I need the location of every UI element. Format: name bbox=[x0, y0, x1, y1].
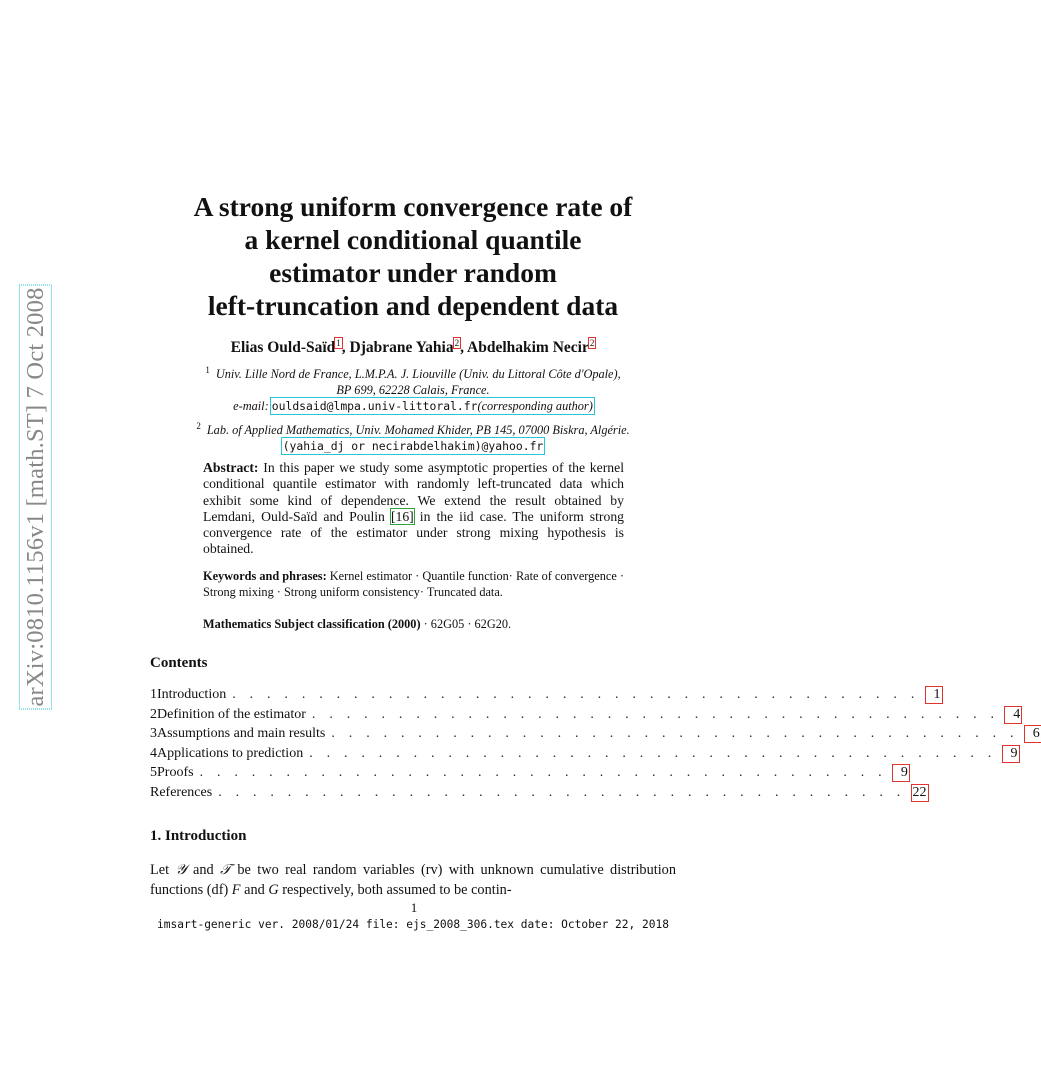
email-address: ouldsaid@lmpa.univ-littoral.fr bbox=[271, 399, 478, 414]
body-paragraph bbox=[150, 860, 676, 900]
math-var: G bbox=[268, 882, 279, 898]
msc-classification bbox=[203, 616, 624, 632]
affiliation-ref-link[interactable]: 1 bbox=[336, 338, 341, 348]
body-text: respectively, both assumed to be contin- bbox=[278, 882, 512, 898]
affiliation-line: BP 699, 62228 Calais, France. bbox=[336, 383, 490, 398]
toc-page-link[interactable]: 22 bbox=[912, 784, 927, 800]
body-text: be two real random variables (rv) with unknown cumulative distribution functions (df) bbox=[150, 862, 676, 898]
table-of-contents bbox=[150, 687, 1040, 805]
toc-page-link[interactable]: 9 bbox=[893, 765, 909, 781]
toc-title: Assumptions and main results bbox=[157, 726, 326, 742]
toc-page-link[interactable]: 9 bbox=[1003, 746, 1019, 762]
author-name: Abdelhakim Necir bbox=[467, 339, 589, 357]
toc-entry[interactable] bbox=[150, 687, 941, 707]
email-link[interactable] bbox=[272, 399, 593, 413]
toc-title: References bbox=[150, 784, 213, 800]
affiliation-number: 2 bbox=[196, 421, 201, 431]
toc-leader: . . . . . . . . . . . . . . . . . . . . . . . . . . . . . . . . . . . . . . . . bbox=[199, 765, 887, 781]
toc-page-link[interactable]: 1 bbox=[926, 687, 942, 703]
toc-number: 4 bbox=[150, 745, 157, 761]
section-heading: 1. Introduction bbox=[150, 828, 247, 844]
affiliation-line: Univ. Lille Nord de France, L.M.P.A. J. Liouville (Univ. du Littoral Côte d'Opale), bbox=[215, 367, 621, 382]
page-footer: imsart-generic ver. 2008/01/24 file: ejs_2008_306.tex date: October 22, 2018 bbox=[157, 918, 669, 931]
math-var: F bbox=[231, 882, 241, 898]
email-link[interactable]: (yahia_dj or necirabdelhakim)@yahoo.fr bbox=[282, 439, 544, 454]
toc-page-link[interactable]: 6 bbox=[1025, 726, 1041, 742]
toc-entry[interactable] bbox=[150, 706, 1021, 727]
abstract-label: Abstract: bbox=[203, 460, 259, 475]
page-number: 1 bbox=[410, 900, 418, 915]
affiliation-number: 1 bbox=[205, 365, 210, 375]
toc-number: 1 bbox=[150, 687, 157, 702]
title-line-4: left-truncation and dependent data bbox=[207, 290, 619, 321]
arxiv-id-link[interactable]: arXiv:0810.1156v1 [math.ST] 7 Oct 2008 bbox=[22, 287, 49, 707]
math-var: 𝒴 bbox=[175, 862, 187, 878]
keywords bbox=[203, 568, 624, 600]
toc-entry[interactable] bbox=[150, 765, 908, 785]
toc-number: 5 bbox=[150, 765, 157, 781]
email-label: e-mail: bbox=[233, 399, 269, 414]
title-line-3: estimator under random bbox=[269, 257, 557, 288]
author-name: Elias Ould-Saïd bbox=[230, 339, 336, 357]
toc-page-link[interactable]: 4 bbox=[1005, 707, 1021, 723]
keywords-label: Keywords and phrases: bbox=[203, 569, 327, 583]
toc-entry[interactable] bbox=[150, 745, 1018, 766]
paper-title bbox=[150, 190, 676, 322]
abstract-text: In this paper we study some asymptotic properties of the kernel conditional quantile estimator with randomly left-truncated data which exhibit some kind of dependence. We extend the result obtained by Lemdani, Ould-Saïd and Poulin bbox=[203, 460, 625, 524]
title-line-2: a kernel conditional quantile bbox=[244, 224, 582, 255]
body-text: and bbox=[186, 862, 221, 878]
msc-text: · 62G05 · 62G20. bbox=[423, 617, 512, 631]
toc-number: 2 bbox=[150, 706, 157, 722]
email-note: (corresponding author) bbox=[477, 399, 593, 414]
toc-number: 3 bbox=[150, 726, 157, 742]
toc-entry[interactable] bbox=[150, 784, 927, 805]
contents-heading: Contents bbox=[150, 655, 208, 671]
abstract bbox=[203, 460, 624, 558]
affiliation-1 bbox=[150, 362, 676, 414]
toc-leader: . . . . . . . . . . . . . . . . . . . . . . . . . . . . . . . . . . . . . . . . bbox=[331, 726, 1019, 742]
author-name: Djabrane Yahia bbox=[349, 339, 454, 357]
toc-title: Applications to prediction bbox=[157, 745, 304, 761]
toc-title: Proofs bbox=[157, 765, 194, 781]
abstract-text: in the iid case. The uniform strong convergence rate of the estimator under strong mixing hypothesis is obtained. bbox=[203, 508, 625, 557]
arxiv-stamp[interactable] bbox=[22, 287, 50, 706]
msc-label: Mathematics Subject classification (2000) bbox=[203, 617, 421, 631]
toc-leader: . . . . . . . . . . . . . . . . . . . . . . . . . . . . . . . . . . . . . . . . bbox=[218, 784, 906, 800]
toc-leader: . . . . . . . . . . . . . . . . . . . . . . . . . . . . . . . . . . . . . . . . bbox=[309, 745, 997, 761]
affiliation-ref-link[interactable]: 2 bbox=[589, 338, 595, 348]
affiliation-line: Lab. of Applied Mathematics, Univ. Mohamed Khider, PB 145, 07000 Biskra, Algérie. bbox=[206, 423, 630, 438]
toc-entry[interactable] bbox=[150, 726, 1040, 746]
title-line-1: A strong uniform convergence rate of bbox=[193, 191, 633, 222]
toc-title: Introduction bbox=[157, 687, 227, 702]
affiliation-2 bbox=[150, 418, 676, 454]
citation-link[interactable]: [16] bbox=[390, 508, 414, 524]
body-text: and bbox=[240, 882, 269, 898]
body-text: Let bbox=[150, 862, 176, 878]
affiliation-ref-link[interactable]: 2 bbox=[454, 338, 460, 348]
toc-title: Definition of the estimator bbox=[157, 706, 306, 722]
toc-leader: . . . . . . . . . . . . . . . . . . . . . . . . . . . . . . . . . . . . . . . . bbox=[232, 687, 920, 702]
toc-leader: . . . . . . . . . . . . . . . . . . . . . . . . . . . . . . . . . . . . . . . . bbox=[311, 706, 1000, 722]
math-var: 𝒯 bbox=[220, 862, 232, 878]
keywords-text: Kernel estimator · Quantile function· Rate of convergence · Strong mixing · Strong uniform consistency· Truncated data. bbox=[203, 569, 624, 599]
author-list: Elias Ould-Saïd$^1$, Djabrane Yahia$^2$, Abdelhakim Necir$^2$ bbox=[230, 338, 595, 357]
